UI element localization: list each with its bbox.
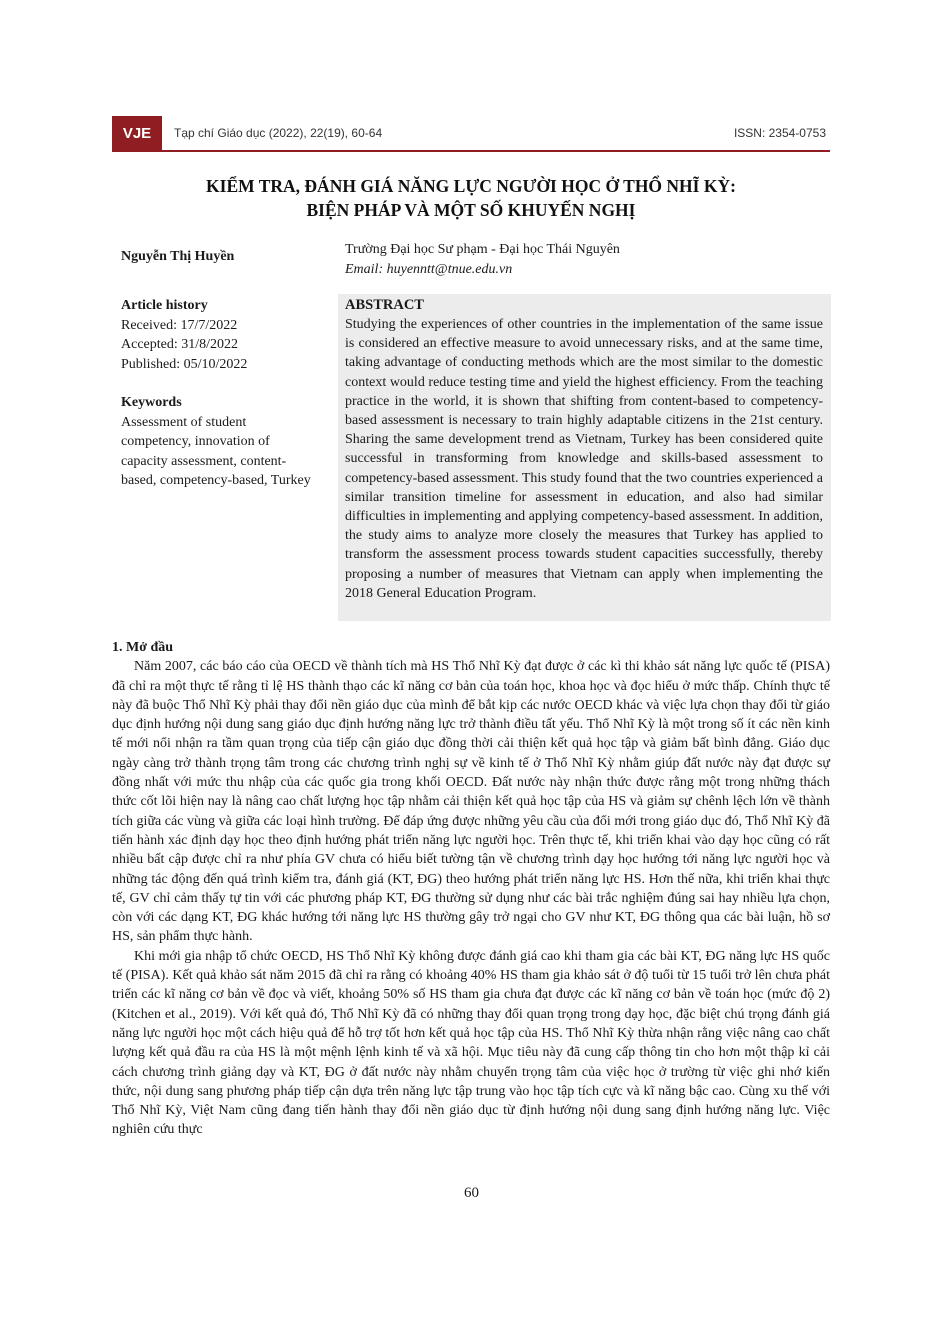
body-section: [112, 638, 830, 1140]
author-email: Email: huyenntt@tnue.edu.vn: [345, 262, 513, 277]
article-history-heading: Article history: [121, 298, 208, 313]
paper-title: [112, 174, 830, 222]
affiliation: Trường Đại học Sư phạm - Đại học Thái Nguyên: [345, 242, 620, 257]
keywords-heading: Keywords: [121, 395, 182, 410]
author-affiliation-block: [345, 240, 620, 280]
abstract-heading: ABSTRACT: [345, 297, 424, 313]
keywords-block: [121, 393, 317, 491]
journal-citation: Tạp chí Giáo dục (2022), 22(19), 60-64: [174, 126, 383, 140]
journal-logo: VJE: [112, 116, 162, 150]
page-number: 60: [464, 1185, 479, 1201]
title-line-1: KIỂM TRA, ĐÁNH GIÁ NĂNG LỰC NGƯỜI HỌC Ở THỔ NHĨ KỲ:: [206, 176, 736, 196]
paragraph-1: Năm 2007, các báo cáo của OECD về thành tích mà HS Thổ Nhĩ Kỳ đạt được ở các kì thi khảo sát năng lực quốc tế (PISA) đã chỉ ra một thực tế rằng tỉ lệ HS thành thạo các kĩ năng cơ bản của toán học, khoa học và đọc hiểu ở mức thấp. Chính thực tế này đã buộc Thổ Nhĩ Kỳ phải thay đổi nền giáo dục của mình để bắt kịp các nước OECD khác và việc lựa chọn thay đổi từ giáo dục định hướng nội dung sang giáo dục định hướng năng lực trở thành điều tất yếu. Thổ Nhĩ Kỳ là một trong số ít các nền kinh tế mới nổi nhận ra tầm quan trọng của tiếp cận giáo dục đồng thời cải thiện kết quả học tập và giảm bất bình đẳng. Giáo dục ngày càng trở thành trọng tâm trong các chương trình nghị sự về kinh tế ở Thổ Nhĩ Kỳ nhằm giúp đất nước này đạt được sự đồng nhất với mức thu nhập của các quốc gia trong khối OECD. Đất nước này nhận thức được rằng một trong những thách thức cốt lõi hiện nay là nâng cao chất lượng học tập nhằm cải thiện kết quả học tập của HS và giảm sự chênh lệch lớn về thành tích giữa các vùng và giữa các loại hình trường. Để đáp ứng được những yêu cầu của đổi mới trong giáo dục đó, Thổ Nhĩ Kỳ đã tiến hành xác định dạy học theo định hướng phát triển năng lực người học. Trên thực tế, khi triển khai vào dạy học cũng có rất nhiều bất cập được chỉ ra như phía GV chưa có hiểu biết tường tận về chương trình dạy học hướng tới năng lực người học và những tác động đến quá trình kiểm tra, đánh giá (KT, ĐG) theo hướng phát triển năng lực HS. Hơn thế nữa, khi triển khai thực tế, GV chỉ cảm thấy tự tin với các phương pháp KT, ĐG thường sử dụng như các bài trắc nghiệm đúng sai hay nhiều lựa chọn, còn với các dạng KT, ĐG khác hướng tới năng lực HS thường gây trở ngại cho GV như KT, ĐG thông qua các bài luận, hồ sơ HS, sản phẩm thực hành.: [112, 659, 830, 945]
abstract-text: Studying the experiences of other countries in the implementation of the same issue is considered an effective measure to avoid unnecessary risks, and at the same time, taking advantage of conducting methods which are the most similar to the domestic context would reduce testing time and yield the highest efficiency. From the teaching practice in the world, it is shown that shifting from content-based to competency-based assessment is necessary to train highly adaptable citizens in the 21st century. Sharing the same development trend as Vietnam, Turkey has been considered quite successful in transforming from knowledge and skills-based assessment to competency-based assessment. This study found that the two countries experienced a similar transition timeline for assessment in education, and also had similar difficulties in implementing and applying competency-based assessment. In addition, the study aims to analyze more closely the measures that Turkey has applied to transform the assessment process towards student capacities successfully, thereby proposing a number of measures that Vietnam can apply when implementing the 2018 General Education Program.: [345, 317, 823, 601]
abstract-box: [338, 294, 831, 621]
journal-header: [112, 116, 830, 152]
paragraph-2: Khi mới gia nhập tổ chức OECD, HS Thổ Nhĩ Kỳ không được đánh giá cao khi tham gia các bài KT, ĐG năng lực HS quốc tế (PISA). Kết quả khảo sát năm 2015 đã chỉ ra rằng có khoảng 40% HS tham gia khảo sát ở độ tuổi từ 15 tuổi trở lên chưa phát triển các kĩ năng cơ bản về đọc và viết, khoảng 50% số HS tham gia chưa đạt được các kĩ năng cơ bản về toán học (mức độ 2) (Kitchen et al., 2019). Với kết quả đó, Thổ Nhĩ Kỳ đã có những thay đổi quan trọng trong dạy học, đặc biệt chú trọng đánh giá năng lực người học một cách hiệu quả để hỗ trợ tốt hơn kết quả học tập của HS. Thổ Nhĩ Kỳ thừa nhận rằng việc nâng cao chất lượng kết quả đầu ra của HS là một mệnh lệnh kinh tế và xã hội. Mục tiêu này đã cung cấp thông tin cho hơn một thập kỉ cải cách chương trình giảng dạy và KT, ĐG ở đất nước này nhằm chuyển trọng tâm của việc học ở trường từ việc ghi nhớ kiến thức, nội dung sang phương pháp tiếp cận dựa trên năng lực tập trung vào học tập tích cực và kĩ năng bậc cao. Cùng xu thế với Thổ Nhĩ Kỳ, Việt Nam cũng đang tiến hành thay đổi nền giáo dục từ định hướng nội dung sang định hướng năng lực. Việc nghiên cứu thực: [112, 948, 830, 1138]
keywords-text: Assessment of student competency, innovation of capacity assessment, content-based, competency-based, Turkey: [121, 414, 311, 488]
section-heading: 1. Mở đầu: [112, 640, 174, 655]
article-info: [121, 296, 317, 491]
accepted-date: Accepted: 31/8/2022: [121, 337, 239, 352]
author-name: Nguyễn Thị Huyền: [121, 249, 235, 264]
received-date: Received: 17/7/2022: [121, 317, 238, 333]
issn: ISSN: 2354-0753: [733, 126, 826, 140]
published-date: Published: 05/10/2022: [121, 356, 248, 372]
title-line-2: BIỆN PHÁP VÀ MỘT SỐ KHUYẾN NGHỊ: [306, 200, 636, 220]
